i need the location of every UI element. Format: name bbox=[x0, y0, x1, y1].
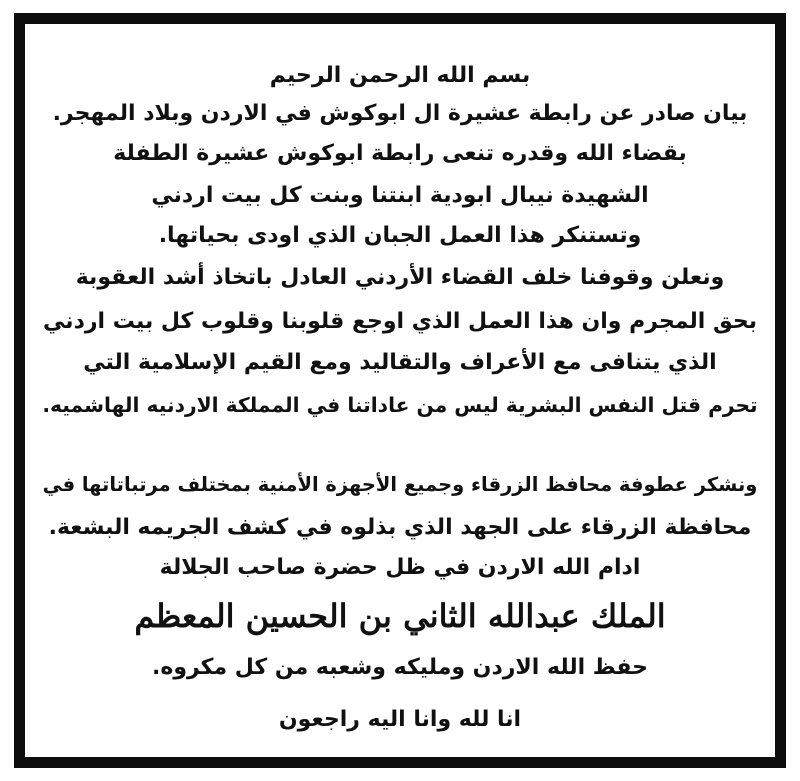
statement-line: ونشكر عطوفة محافظ الزرقاء وجميع الأجهزة الأمنية بمختلف مرتباتاتها في bbox=[42, 473, 758, 496]
king-name-line: الملك عبدالله الثاني بن الحسين المعظم bbox=[134, 597, 666, 635]
statement-line: تحرم قتل النفس البشرية ليس من عاداتنا في المملكة الاردنيه الهاشميه. bbox=[42, 393, 758, 417]
statement-line: بقضاء الله وقدره تنعى رابطة ابوكوش عشيرة الطفلة bbox=[113, 141, 687, 166]
final-verse-line: انا لله وانا اليه راجعون bbox=[278, 707, 522, 732]
statement-line: ادام الله الاردن في ظل حضرة صاحب الجلالة bbox=[159, 555, 641, 580]
black-border-frame bbox=[14, 13, 786, 768]
statement-line: وتستنكر هذا العمل الجبان الذي اودى بحياتها. bbox=[158, 223, 642, 248]
statement-line: الذي يتنافى مع الأعراف والتقاليد ومع القيم الإسلامية التي bbox=[83, 350, 717, 375]
closing-prayer-line: حفظ الله الاردن ومليكه وشعبه من كل مكروه. bbox=[151, 655, 649, 680]
statement-line: بحق المجرم وان هذا العمل الذي اوجع قلوبنا وقلوب كل بيت اردني bbox=[43, 309, 757, 334]
statement-body bbox=[25, 24, 775, 757]
statement-line: محافظة الزرقاء على الجهد الذي بذلوه في كشف الجريمه البشعة. bbox=[48, 515, 752, 540]
statement-line: ونعلن وقوفنا خلف القضاء الأردني العادل باتخاذ أشد العقوبة bbox=[75, 265, 725, 290]
basmala-line: بسم الله الرحمن الرحيم bbox=[269, 63, 531, 88]
statement-line: بيان صادر عن رابطة عشيرة ال ابوكوش في الاردن وبلاد المهجر. bbox=[52, 101, 748, 126]
statement-line: الشهيدة نيبال ابودية ابنتنا وبنت كل بيت اردني bbox=[151, 183, 649, 208]
